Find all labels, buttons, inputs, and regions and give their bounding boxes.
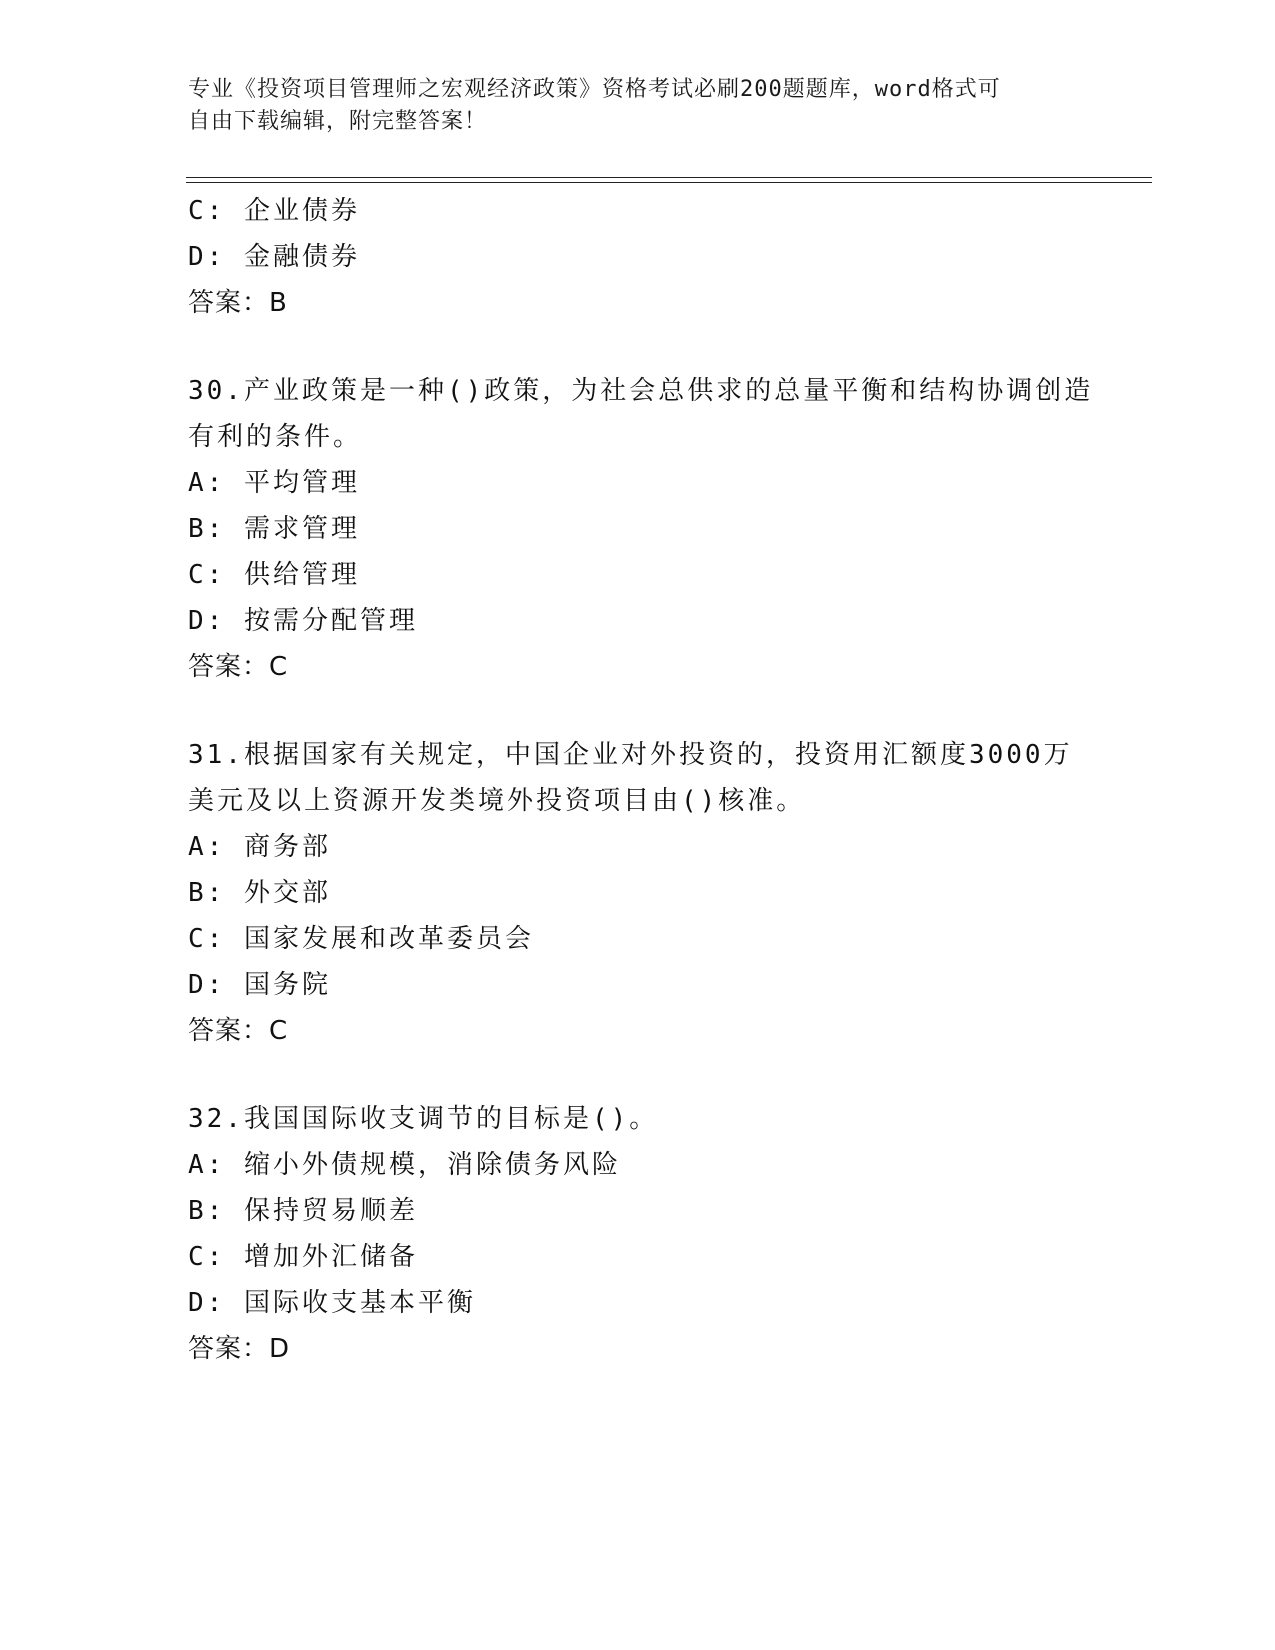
question-32 [188,1096,1088,1372]
answer-line: 答案：B [188,288,288,318]
option-d: D: 按需分配管理 [188,606,418,636]
question-stem-line-2: 有利的条件。 [188,422,363,452]
header-divider-top [186,177,1152,178]
header-title-line-2: 自由下载编辑，附完整答案！ [188,109,488,134]
option-c: C: 国家发展和改革委员会 [188,924,534,954]
question-stem-line-1: 30.产业政策是一种()政策，为社会总供求的总量平衡和结构协调创造 [188,376,1094,406]
answer-line: 答案：C [188,652,289,682]
option-c: C: 供给管理 [188,560,360,590]
header-title-line-1: 专业《投资项目管理师之宏观经济政策》资格考试必刷200题题库，word格式可 [188,77,1001,102]
option-b: B: 保持贸易顺差 [188,1196,418,1226]
question-29-continued [188,188,1088,326]
answer-line: 答案：C [188,1016,289,1046]
answer-line: 答案：D [188,1334,291,1364]
question-30 [188,368,1094,690]
question-31 [188,732,1088,1054]
option-a: A: 缩小外债规模，消除债务风险 [188,1150,621,1180]
option-d: D: 国务院 [188,970,331,1000]
document-header [188,74,1068,138]
spacer [188,326,1088,368]
header-divider-bottom [186,182,1152,183]
question-stem-line-2: 美元及以上资源开发类境外投资项目由()核准。 [188,786,806,816]
option-c: C: 增加外汇储备 [188,1242,418,1272]
question-list [188,188,1094,1372]
option-b: B: 需求管理 [188,514,360,544]
option-d: D: 国际收支基本平衡 [188,1288,476,1318]
question-stem-line-1: 31.根据国家有关规定，中国企业对外投资的，投资用汇额度3000万 [188,740,1073,770]
spacer [188,690,1088,732]
question-stem-line-1: 32.我国国际收支调节的目标是()。 [188,1104,659,1134]
option-c: C: 企业债券 [188,196,360,226]
option-b: B: 外交部 [188,878,331,908]
option-a: A: 商务部 [188,832,331,862]
option-d: D: 金融债券 [188,242,360,272]
spacer [188,1054,1088,1096]
option-a: A: 平均管理 [188,468,360,498]
